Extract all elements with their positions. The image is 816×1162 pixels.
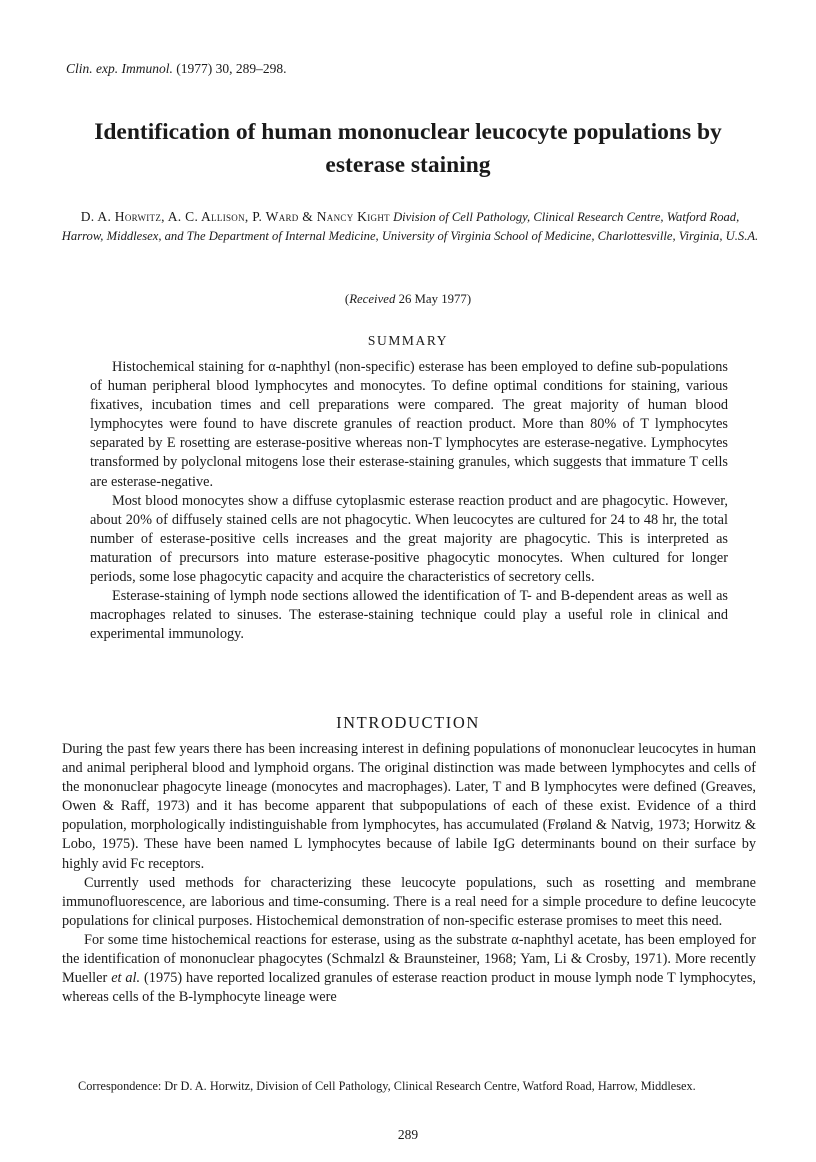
summary-paragraph: Histochemical staining for α-naphthyl (non-specific) esterase has been employed to define sub-populations of human peripheral blood lymphocytes and monocytes. To define optimal conditions for staining, various fixatives, incubation times and cell preparations were compared. The great majority of human blood lymphocytes were found to have discrete granules of reaction product. More than 80% of T lymphocytes separated by E rosetting are esterase-positive whereas non-T lymphocytes are esterase-negative. Lymphocytes transformed by polyclonal mitogens lose their esterase-staining granules, which suggests that immature T cells are esterase-negative.: [90, 359, 728, 490]
introduction-paragraph: Currently used methods for characterizing these leucocyte populations, such as rosetting and membrane immunofluorescence, are laborious and time-consuming. There is a real need for a simple procedure to define leucocyte populations for clinical purposes. Histochemical demonstration of non-specific esterase promises to meet this need.: [62, 874, 756, 929]
summary-section: [90, 358, 728, 644]
paragraph-text: For some time histochemical reactions for esterase, using as the substrate α-naphthyl acetate, has been employed for the identification of mononuclear phagocytes (Schmalzl & Braunsteiner, 1968; Yam, Li & Crosby, 1971). More recently Mueller: [62, 931, 756, 987]
journal-name: Clin. exp. Immunol.: [66, 61, 173, 76]
summary-paragraph: Esterase-staining of lymph node sections allowed the identification of T- and B-dependent areas as well as macrophages related to sinuses. The esterase-staining technique could play a useful role in clinical and experimental immunology.: [90, 588, 728, 643]
summary-heading: SUMMARY: [367, 333, 449, 348]
received-label: Received: [349, 292, 396, 306]
summary-paragraph: Most blood monocytes show a diffuse cytoplasmic esterase reaction product and are phagocytic. However, about 20% of diffusely stained cells are not phagocytic. When leucocytes are cultured for 24 to 48 hr, the total number of esterase-positive cells increases and the great majority are phagocytic. This is interpreted as maturation of precursors into mature esterase-positive phagocytic monocytes. When cultured for longer periods, some lose phagocytic capacity and acquire the characteristics of secretory cells.: [90, 492, 728, 586]
introduction-section: [62, 740, 756, 1007]
article-title: Identification of human mononuclear leucocyte populations by esterase staining: [94, 119, 722, 178]
journal-volume-pages: (1977) 30, 289–298.: [176, 61, 287, 76]
introduction-paragraph: During the past few years there has been increasing interest in defining populations of mononuclear leucocytes in human and animal peripheral blood and lymphoid organs. The original distinction was made between lymphocytes and cells of the mononuclear phagocyte lineage (monocytes and macrophages). Later, T and B lymphocytes were defined (Greaves, Owen & Raff, 1973) and it has become apparent that subpopulations of each of these exist. Evidence of a third population, morphologically indistinguishable from lymphocytes, has accumulated (Frøland & Natvig, 1973; Horwitz & Lobo, 1975). These have been named L lymphocytes because of labile IgG determinants bound on their surface by highly avid Fc receptors.: [62, 741, 756, 872]
introduction-heading: INTRODUCTION: [336, 713, 480, 732]
author-names: D. A. Horwitz, A. C. Allison, P. Ward & Nancy Kight: [80, 209, 390, 224]
et-al-citation: et al.: [111, 970, 141, 987]
author-block: [60, 207, 760, 246]
journal-citation: [66, 61, 287, 77]
introduction-paragraph: [62, 931, 756, 1007]
paragraph-text: (1975) have reported localized granules of esterase reaction product in mouse lymph node T lymphocytes, whereas cells of the B-lymphocyte lineage were: [62, 970, 757, 1006]
page-number: 289: [397, 1127, 419, 1142]
author-affiliation: Division of Cell Pathology, Clinical Research Centre, Watford Road, Harrow, Middlesex, and The Department of Internal Medicine, University of Virginia School of Medicine, Charlottesville, Virginia, U.S.A.: [61, 210, 759, 243]
received-date-value: 26 May 1977: [398, 292, 467, 306]
received-date: (Received 26 May 1977): [344, 292, 472, 306]
correspondence-footnote: Correspondence: Dr D. A. Horwitz, Division of Cell Pathology, Clinical Research Centre, Watford Road, Harrow, Middlesex.: [78, 1079, 696, 1093]
